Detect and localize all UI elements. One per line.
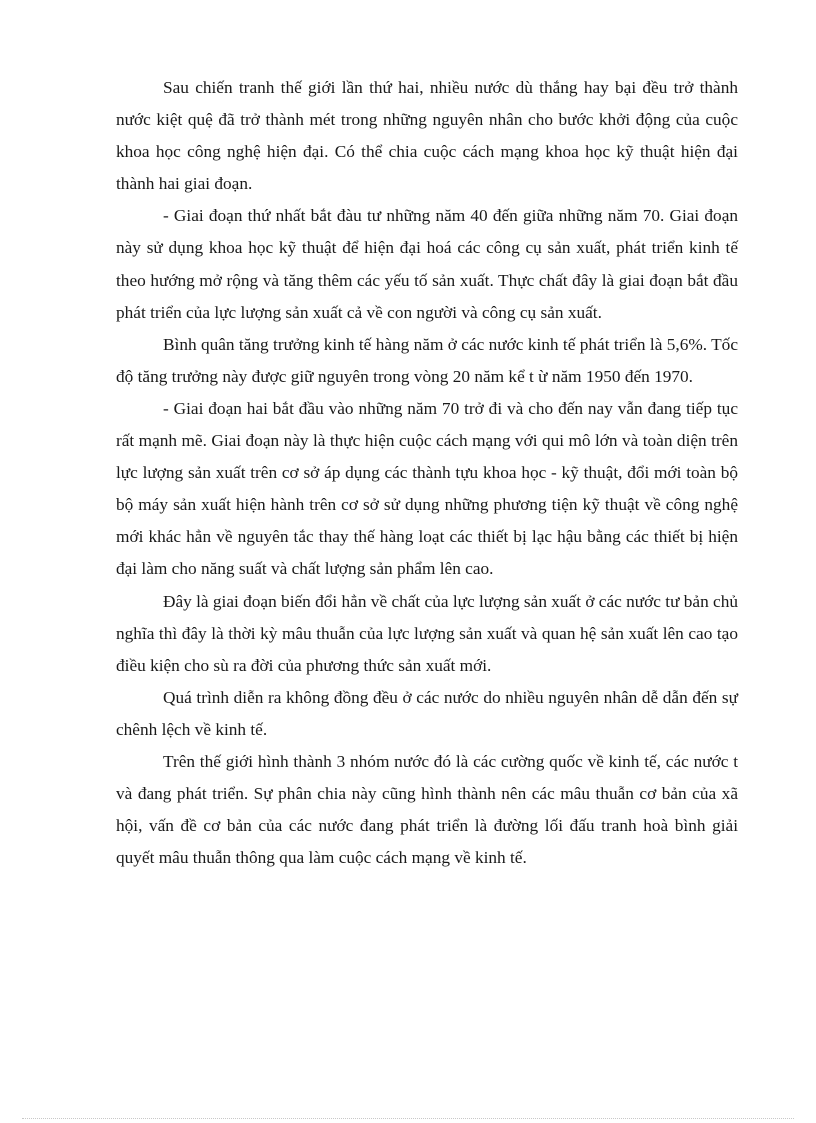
paragraph-postwar-intro: Sau chiến tranh thế giới lần thứ hai, nhiều nước dù thắng hay bại đều trở thành nước kiệt quệ đã trở thành mét trong những nguyên nhân cho bước khởi động của cuộc khoa học công nghệ hiện đại. Có thể chia cuộc cách mạng khoa học kỹ thuật hiện đại thành hai giai đoạn. xyxy=(116,78,738,194)
document-body xyxy=(116,72,738,874)
paragraph-uneven-process: Quá trình diễn ra không đồng đều ở các nước do nhiều nguyên nhân dễ dẫn đến sự chênh lệch về kinh tế. xyxy=(116,687,738,739)
paragraph-growth-rate: Bình quân tăng trưởng kinh tế hàng năm ở các nước kinh tế phát triển là 5,6%. Tốc độ tăng trưởng này được giữ nguyên trong vòng 20 năm kể t ừ năm 1950 đến 1970. xyxy=(116,334,738,386)
paragraph-country-groups: Trên thế giới hình thành 3 nhóm nước đó là các cường quốc về kinh tế, các nước t và đang phát triển. Sự phân chia này cũng hình thành nên các mâu thuẫn cơ bản của xã hội, vấn đề cơ bản của các nước đang phát triển là đường lối đấu tranh hoà bình giải quyết mâu thuẫn thông qua làm cuộc cách mạng về kinh tế. xyxy=(116,751,738,868)
paragraph-stage-one: - Giai đoạn thứ nhất bắt đàu tư những năm 40 đến giữa những năm 70. Giai đoạn này sử dụng khoa học kỹ thuật để hiện đại hoá các công cụ sản xuất, phát triển kinh tế theo hướng mở rộng và tăng thêm các yếu tố sản xuất. Thực chất đây là giai đoạn bắt đầu phát triển của lực lượng sản xuất cả về con người và công cụ sản xuất. xyxy=(116,206,738,322)
paragraph-qualitative-change: Đây là giai đoạn biến đổi hẳn về chất của lực lượng sản xuất ở các nước tư bản chủ nghĩa thì đây là thời kỳ mâu thuẫn của lực lượng sản xuất và quan hệ sản xuất lên cao tạo điều kiện cho sù ra đời của phương thức sản xuất mới. xyxy=(116,591,738,675)
footer-divider xyxy=(22,1118,794,1119)
paragraph-stage-two: - Giai đoạn hai bắt đầu vào những năm 70 trở đi và cho đến nay vẫn đang tiếp tục rất mạnh mẽ. Giai đoạn này là thực hiện cuộc cách mạng với qui mô lớn và toàn diện trên lực lượng sản xuất trên cơ sở áp dụng các thành tựu khoa học - kỹ thuật, đổi mới toàn bộ bộ máy sản xuất hiện hành trên cơ sở sử dụng những phương tiện kỹ thuật về công nghệ mới khác hẳn về nguyên tắc thay thế hàng loạt các thiết bị lạc hậu bằng các thiết bị hiện đại làm cho năng suất và chất lượng sản phẩm lên cao. xyxy=(116,398,738,579)
